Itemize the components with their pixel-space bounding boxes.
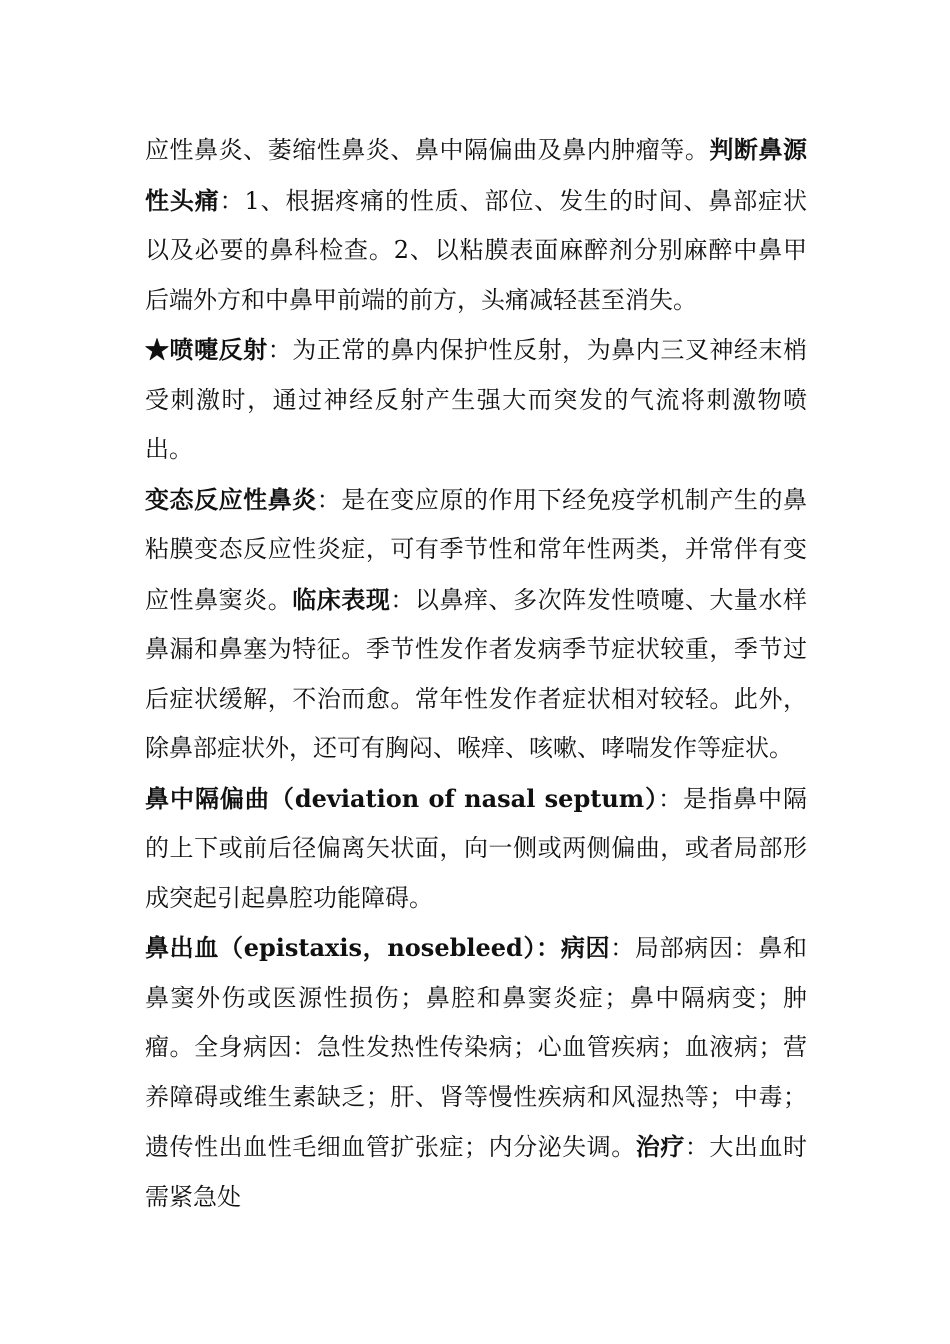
text-run: ：1、根据疼痛的性质、部位、发生的时间、鼻部症状以及必要的鼻科检查。2、以粘膜表面麻醉剂分别麻醉中鼻甲后端外方和中鼻甲前端的前方，头痛减轻甚至消失。 xyxy=(145,186,807,314)
document-page xyxy=(145,125,807,1222)
text-run: ：局部病因：鼻和鼻窦外伤或医源性损伤；鼻腔和鼻窦炎症；鼻中隔病变；肿瘤。全身病因：急性发热性传染病；心血管疾病；血液病；营养障碍或维生素缺乏；肝、肾等慢性疾病和风湿热等；中毒；遗传性出血性毛细血管扩张症；内分泌失调。 xyxy=(145,934,807,1161)
bold-term: 变态反应性鼻炎 xyxy=(145,484,317,514)
text-run: ：是指鼻中隔的上下或前后径偏离矢状面，向一侧或两侧偏曲，或者局部形成突起引起鼻腔功能障碍。 xyxy=(145,784,807,912)
paragraph-rhinogenic-headache xyxy=(145,125,807,325)
text-run: ：是在变应原的作用下经免疫学机制产生的鼻粘膜变态反应性炎症，可有季节性和常年性两类，并常伴有变应性鼻窦炎。 xyxy=(145,485,808,614)
bold-term: 鼻出血（epistaxis，nosebleed）：病因 xyxy=(145,933,611,962)
paragraph-septum-deviation xyxy=(145,774,807,924)
text-run: 应性鼻炎、萎缩性鼻炎、鼻中隔偏曲及鼻内肿瘤等。 xyxy=(145,136,710,164)
bold-term: ★喷嚏反射 xyxy=(145,335,268,364)
text-run: ：大出血时需紧急处 xyxy=(145,1133,808,1211)
bold-term: 治疗 xyxy=(635,1132,685,1161)
paragraph-sneeze-reflex xyxy=(145,325,807,475)
bold-term: 判断鼻源性头痛 xyxy=(145,135,808,215)
text-run: ：为正常的鼻内保护性反射，为鼻内三叉神经末梢受刺激时，通过神经反射产生强大而突发的气流将刺激物喷出。 xyxy=(145,336,808,463)
bold-term: 鼻中隔偏曲（deviation of nasal septum） xyxy=(145,783,659,813)
paragraph-allergic-rhinitis xyxy=(145,475,807,774)
paragraph-epistaxis xyxy=(145,923,807,1222)
bold-term: 临床表现 xyxy=(292,584,391,614)
text-run: ：以鼻痒、多次阵发性喷嚏、大量水样鼻漏和鼻塞为特征。季节性发作者发病季节症状较重，季节过后症状缓解，不治而愈。常年性发作者症状相对较轻。此外，除鼻部症状外，还可有胸闷、喉痒、咳嗽、哮喘发作等症状。 xyxy=(145,585,808,762)
